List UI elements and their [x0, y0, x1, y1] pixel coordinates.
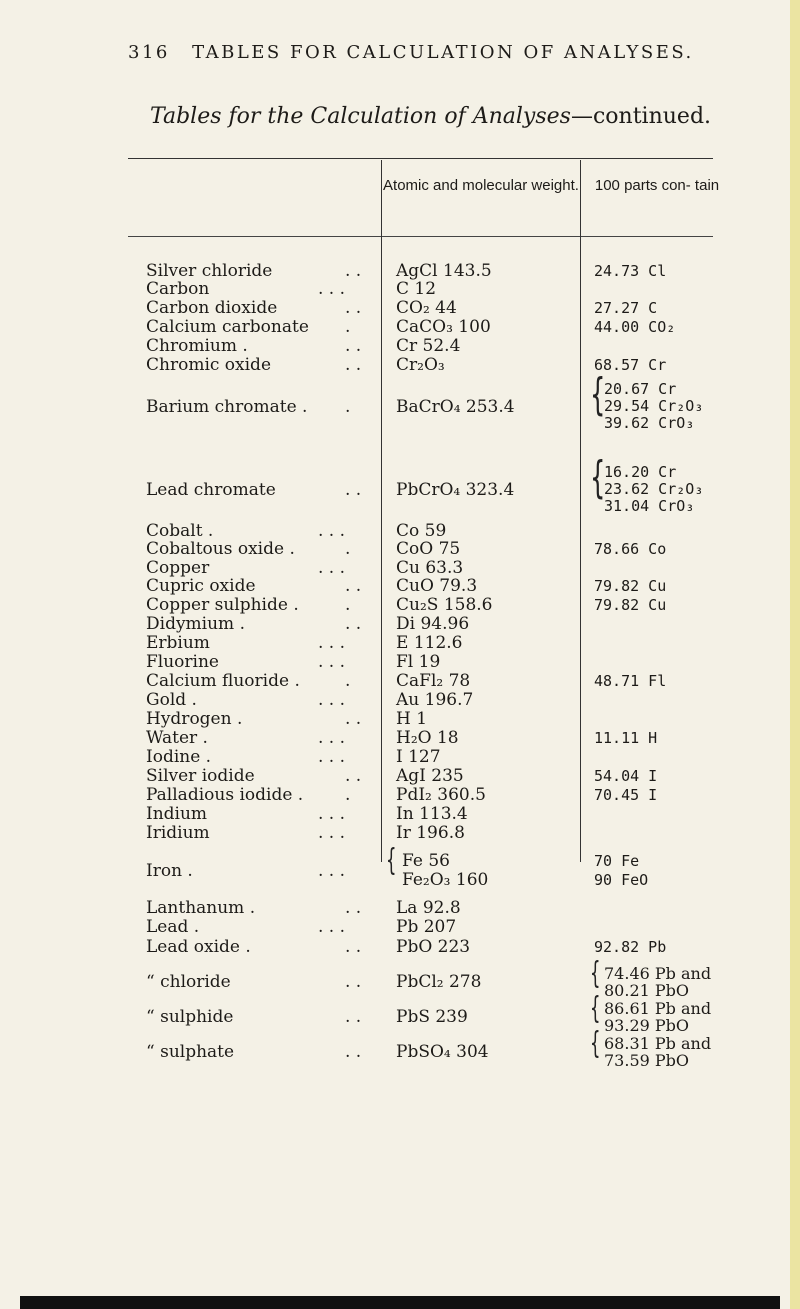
formula-weight: PbCl₂ 278 [396, 972, 482, 992]
percentage: 78.66 Co [594, 540, 667, 558]
table-title-italic: Tables for the Calculation of Analyses [150, 104, 571, 129]
table-title-rest: —continued. [570, 104, 712, 129]
column-header-parts: 100 parts con- tain [594, 177, 720, 194]
formula-weight: PbO 223 [396, 937, 471, 957]
brace-icon: { [386, 843, 397, 878]
leader-dots: . . . [318, 804, 346, 824]
percentage-line: 70 Fe [594, 852, 640, 870]
substance-name: Iridium [146, 823, 210, 843]
percentage-line: 20.67 Cr [604, 380, 677, 398]
substance-name: “ chloride [146, 972, 231, 992]
substance-name: Indium [146, 804, 208, 824]
percentage-line: 93.29 PbO [604, 1015, 690, 1035]
percentage: 70.45 I [594, 786, 658, 804]
substance-name: Lead . [146, 917, 200, 937]
column-divider-2 [580, 160, 581, 862]
brace-icon: { [590, 452, 606, 503]
percentage: 68.57 Cr [594, 356, 667, 374]
leader-dots: . . [345, 898, 362, 918]
formula-weight: CO₂ 44 [396, 298, 457, 318]
formula-weight: CuO 79.3 [396, 576, 478, 596]
substance-name: Hydrogen . [146, 709, 243, 729]
column-divider-1 [381, 160, 382, 862]
leader-dots: . . [345, 766, 362, 786]
page-bottom-shadow [20, 1296, 780, 1309]
substance-name: Lead oxide . [146, 937, 251, 957]
percentage: 79.82 Cu [594, 577, 667, 595]
leader-dots: . . . [318, 690, 346, 710]
leader-dots: . . . [318, 861, 346, 881]
percentage: 79.82 Cu [594, 596, 667, 614]
substance-name: Calcium carbonate [146, 317, 309, 337]
leader-dots: . [345, 317, 351, 337]
running-head [128, 42, 694, 63]
percentage: 92.82 Pb [594, 938, 667, 956]
leader-dots: . . . [318, 558, 346, 578]
formula-weight: CaFl₂ 78 [396, 671, 471, 691]
substance-name: “ sulphide [146, 1007, 234, 1027]
leader-dots: . . [345, 937, 362, 957]
formula-weight: Di 94.96 [396, 614, 470, 634]
substance-name: Palladious iodide . [146, 785, 304, 805]
substance-name: Barium chromate . [146, 397, 308, 417]
formula-weight: C 12 [396, 279, 437, 299]
substance-name: Chromic oxide [146, 355, 272, 375]
percentage: 54.04 I [594, 767, 658, 785]
percentage: 27.27 C [594, 299, 658, 317]
leader-dots: . . [345, 972, 362, 992]
leader-dots: . [345, 595, 351, 615]
brace-icon: { [590, 956, 601, 991]
leader-dots: . . [345, 709, 362, 729]
leader-dots: . . [345, 576, 362, 596]
formula-weight: Ir 196.8 [396, 823, 465, 843]
substance-name: Erbium [146, 633, 210, 653]
substance-name: Carbon [146, 279, 210, 299]
percentage: 48.71 Fl [594, 672, 667, 690]
formula-weight: AgI 235 [396, 766, 464, 786]
percentage-line: 16.20 Cr [604, 463, 677, 481]
substance-name: “ sulphate [146, 1042, 235, 1062]
substance-name: Water . [146, 728, 208, 748]
percentage-line: 90 FeO [594, 871, 649, 889]
leader-dots: . . [345, 355, 362, 375]
formula-weight: PbS 239 [396, 1007, 468, 1027]
formula-weight: PdI₂ 360.5 [396, 785, 486, 805]
formula-weight: Pb 207 [396, 917, 457, 937]
formula-weight: Cu₂S 158.6 [396, 595, 493, 615]
leader-dots: . . . [318, 728, 346, 748]
leader-dots: . . [345, 261, 362, 281]
leader-dots: . . [345, 1042, 362, 1062]
percentage-line: 86.61 Pb and [604, 998, 712, 1018]
page-edge [790, 0, 800, 1309]
percentage: 11.11 H [594, 729, 658, 747]
leader-dots: . . [345, 1007, 362, 1027]
formula-weight: PbSO₄ 304 [396, 1042, 489, 1062]
leader-dots: . [345, 671, 351, 691]
formula-weight: Au 196.7 [396, 690, 474, 710]
percentage-line: 74.46 Pb and [604, 963, 712, 983]
formula-weight: Cr₂O₃ [396, 355, 445, 375]
percentage-line: 39.62 CrO₃ [604, 414, 695, 432]
formula-weight: I 127 [396, 747, 441, 767]
substance-name: Lanthanum . [146, 898, 256, 918]
substance-name: Calcium fluoride . [146, 671, 300, 691]
leader-dots: . [345, 785, 351, 805]
page-number: 316 [128, 42, 170, 63]
formula-weight: Cr 52.4 [396, 336, 461, 356]
formula-weight: H 1 [396, 709, 428, 729]
formula-line: Fe₂O₃ 160 [402, 870, 489, 890]
formula-weight: La 92.8 [396, 898, 461, 918]
substance-name: Gold . [146, 690, 197, 710]
formula-weight: CaCO₃ 100 [396, 317, 491, 337]
substance-name: Silver chloride [146, 261, 273, 281]
percentage: 24.73 Cl [594, 262, 667, 280]
leader-dots: . . . [318, 747, 346, 767]
formula-weight: Cu 63.3 [396, 558, 464, 578]
formula-weight: In 113.4 [396, 804, 468, 824]
substance-name: Copper [146, 558, 210, 578]
percentage-line: 23.62 Cr₂O₃ [604, 480, 704, 498]
leader-dots: . . . [318, 823, 346, 843]
formula-line: Fe 56 [402, 851, 450, 871]
substance-name: Cobaltous oxide . [146, 539, 295, 559]
substance-name: Iron . [146, 861, 193, 881]
leader-dots: . . . [318, 633, 346, 653]
substance-name: Fluorine [146, 652, 219, 672]
substance-name: Silver iodide [146, 766, 255, 786]
leader-dots: . . . [318, 521, 346, 541]
percentage-line: 31.04 CrO₃ [604, 497, 695, 515]
header-rule [128, 236, 713, 237]
formula-weight: BaCrO₄ 253.4 [396, 397, 515, 417]
substance-name: Cobalt . [146, 521, 214, 541]
leader-dots: . . . [318, 652, 346, 672]
percentage-line: 73.59 PbO [604, 1050, 690, 1070]
leader-dots: . . [345, 336, 362, 356]
brace-icon: { [590, 991, 601, 1026]
column-header-weight: Atomic and molecular weight. [383, 177, 579, 194]
leader-dots: . . [345, 298, 362, 318]
leader-dots: . [345, 539, 351, 559]
formula-weight: CoO 75 [396, 539, 461, 559]
substance-name: Carbon dioxide [146, 298, 278, 318]
percentage-line: 29.54 Cr₂O₃ [604, 397, 704, 415]
substance-name: Cupric oxide [146, 576, 256, 596]
substance-name: Lead chromate [146, 480, 276, 500]
leader-dots: . . . [318, 279, 346, 299]
substance-name: Didymium . [146, 614, 245, 634]
brace-icon: { [590, 1026, 601, 1061]
formula-weight: Fl 19 [396, 652, 441, 672]
leader-dots: . . . [318, 917, 346, 937]
percentage: 44.00 CO₂ [594, 318, 676, 336]
table-title [150, 104, 711, 129]
formula-weight: Co 59 [396, 521, 447, 541]
percentage-line: 68.31 Pb and [604, 1033, 712, 1053]
formula-weight: PbCrO₄ 323.4 [396, 480, 515, 500]
formula-weight: H₂O 18 [396, 728, 459, 748]
table-top-rule [128, 158, 713, 159]
running-head-text: TABLES FOR CALCULATION OF ANALYSES. [192, 42, 694, 63]
percentage-line: 80.21 PbO [604, 980, 690, 1000]
leader-dots: . . [345, 480, 362, 500]
leader-dots: . . [345, 614, 362, 634]
substance-name: Copper sulphide . [146, 595, 299, 615]
formula-weight: AgCl 143.5 [396, 261, 492, 281]
formula-weight: E 112.6 [396, 633, 463, 653]
brace-icon: { [590, 369, 606, 420]
leader-dots: . [345, 397, 351, 417]
substance-name: Iodine . [146, 747, 212, 767]
substance-name: Chromium . [146, 336, 248, 356]
